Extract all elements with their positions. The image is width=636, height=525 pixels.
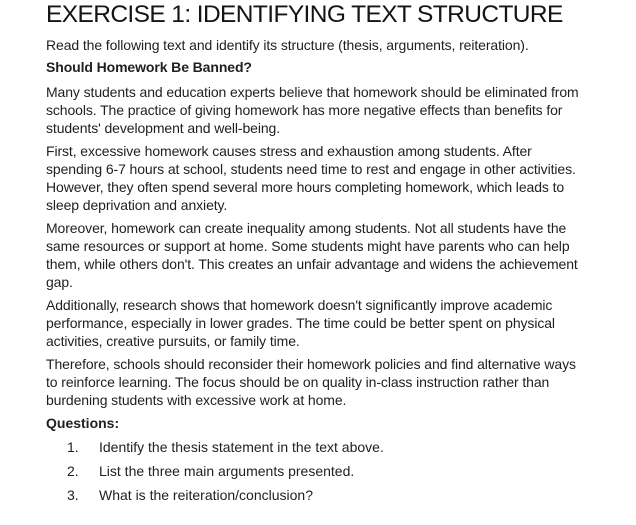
paragraph-line: Moreover, homework can create inequality among students. Not all students have the bbox=[46, 220, 567, 236]
questions-heading: Questions: bbox=[46, 415, 120, 431]
question-number: 3. bbox=[67, 487, 79, 503]
exercise-document bbox=[46, 0, 636, 504]
question-number: 2. bbox=[67, 463, 79, 479]
paragraph-line: First, excessive homework causes stress and exhaustion among students. After bbox=[46, 143, 532, 159]
paragraph-line: Many students and education experts believe that homework should be eliminated from bbox=[46, 84, 579, 100]
paragraph-line: Additionally, research shows that homework doesn't significantly improve academic bbox=[46, 297, 553, 313]
question-text: List the three main arguments presented. bbox=[99, 463, 355, 479]
article-paragraph-argument-2 bbox=[46, 219, 636, 291]
exercise-title: EXERCISE 1: IDENTIFYING TEXT STRUCTURE bbox=[46, 1, 563, 28]
paragraph-line: students' development and well-being. bbox=[46, 120, 281, 136]
question-item bbox=[46, 486, 636, 504]
paragraph-line: However, they often spend several more hours completing homework, which leads to bbox=[46, 179, 565, 195]
question-item bbox=[46, 438, 636, 456]
paragraph-line: gap. bbox=[46, 274, 73, 290]
paragraph-line: them, while others don't. This creates an unfair advantage and widens the achievement bbox=[46, 256, 578, 272]
article-paragraph-thesis bbox=[46, 83, 636, 137]
article-body bbox=[46, 83, 636, 409]
question-text: What is the reiteration/conclusion? bbox=[99, 487, 313, 503]
paragraph-line: activities, creative pursuits, or family time. bbox=[46, 333, 300, 349]
paragraph-line: schools. The practice of giving homework has more negative effects than benefits for bbox=[46, 102, 563, 118]
paragraph-line: spending 6-7 hours at school, students need time to rest and engage in other activities. bbox=[46, 161, 576, 177]
question-number: 1. bbox=[67, 439, 79, 455]
article-heading: Should Homework Be Banned? bbox=[46, 59, 252, 75]
paragraph-line: sleep deprivation and anxiety. bbox=[46, 197, 228, 213]
article-paragraph-argument-1 bbox=[46, 142, 636, 214]
article-paragraph-conclusion bbox=[46, 355, 636, 409]
paragraph-line: burdening students with excessive work at home. bbox=[46, 392, 347, 408]
paragraph-line: performance, especially in lower grades. The time could be better spent on physical bbox=[46, 315, 555, 331]
paragraph-line: same resources or support at home. Some students might have parents who can help bbox=[46, 238, 570, 254]
question-text: Identify the thesis statement in the text above. bbox=[99, 439, 384, 455]
paragraph-line: Therefore, schools should reconsider their homework policies and find alternative ways bbox=[46, 356, 576, 372]
question-item bbox=[46, 462, 636, 480]
questions-list bbox=[46, 438, 636, 504]
exercise-instruction: Read the following text and identify its structure (thesis, arguments, reiteration). bbox=[46, 37, 529, 53]
article-paragraph-argument-3 bbox=[46, 296, 636, 350]
paragraph-line: to reinforce learning. The focus should be on quality in-class instruction rather than bbox=[46, 374, 550, 390]
